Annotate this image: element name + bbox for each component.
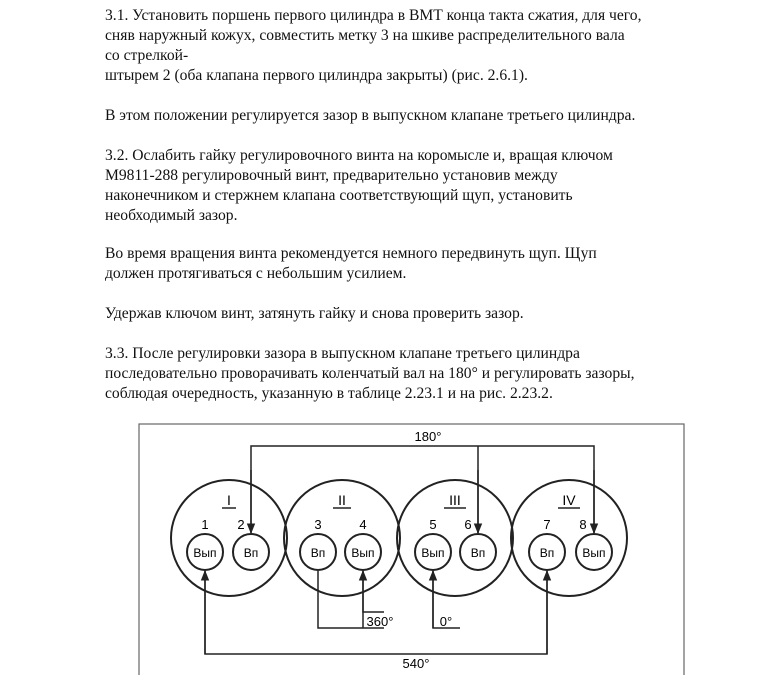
cylinder-4 <box>511 480 627 596</box>
cylinder-1 <box>171 480 287 596</box>
text-line: М9811-288 регулировочный винт, предварительно установив между <box>105 167 558 184</box>
text-line: Во время вращения винта рекомендуется немного передвинуть щуп. Щуп <box>105 245 597 262</box>
valve-number: 8 <box>579 517 587 532</box>
valve-label: Вп <box>539 546 555 560</box>
valve-number: 4 <box>359 517 367 532</box>
valve-number: 7 <box>543 517 551 532</box>
text-line: сняв наружный кожух, совместить метку 3 на шкиве распределительного вала <box>105 27 625 44</box>
valve-number: 1 <box>201 517 209 532</box>
valve-label: Вп <box>310 546 326 560</box>
cylinder-roman-numeral: III <box>449 492 461 508</box>
valve-number: 3 <box>314 517 322 532</box>
cylinder-roman-numeral: I <box>227 492 231 508</box>
text-line: Удержав ключом винт, затянуть гайку и снова проверить зазор. <box>105 305 524 322</box>
cylinder-2 <box>284 480 400 596</box>
cylinder-roman-numeral: II <box>338 492 346 508</box>
text-line: В этом положении регулируется зазор в выпускном клапане третьего цилиндра. <box>105 107 636 124</box>
text-line: последовательно проворачивать коленчатый вал на 180° и регулировать зазоры, <box>105 365 635 382</box>
text-line: 3.3. После регулировки зазора в выпускном клапане третьего цилиндра <box>105 345 580 362</box>
sequence-line-0 <box>433 571 460 629</box>
valve-label: Вып <box>582 546 606 560</box>
angle-label-360: 360° <box>366 614 394 629</box>
text-line: штырем 2 (оба клапана первого цилиндра закрыты) (рис. 2.6.1). <box>105 67 528 84</box>
text-line: должен протягиваться с небольшим усилием. <box>105 265 407 282</box>
angle-label-0: 0° <box>439 614 453 629</box>
valve-label: Вып <box>193 546 217 560</box>
valve-label: Вып <box>351 546 375 560</box>
text-line: соблюдая очередность, указанную в таблице 2.23.1 и на рис. 2.23.2. <box>105 385 553 402</box>
valve-label: Вп <box>243 546 259 560</box>
valve-number: 5 <box>429 517 437 532</box>
angle-label-180: 180° <box>414 429 442 444</box>
cylinder-3 <box>397 480 513 596</box>
valve-label: Вп <box>470 546 486 560</box>
angle-label-540: 540° <box>402 656 430 671</box>
text-line: наконечником и стержнем клапана соответствующий щуп, установить <box>105 187 573 204</box>
text-line: необходимый зазор. <box>105 207 238 224</box>
text-line: 3.1. Установить поршень первого цилиндра в ВМТ конца такта сжатия, для чего, <box>105 7 642 24</box>
cylinder-roman-numeral: IV <box>562 492 576 508</box>
valve-label: Вып <box>421 546 445 560</box>
valve-number: 2 <box>237 517 245 532</box>
valve-number: 6 <box>464 517 472 532</box>
text-line: 3.2. Ослабить гайку регулировочного винта на коромысле и, вращая ключом <box>105 147 613 164</box>
text-line: со стрелкой- <box>105 47 189 64</box>
